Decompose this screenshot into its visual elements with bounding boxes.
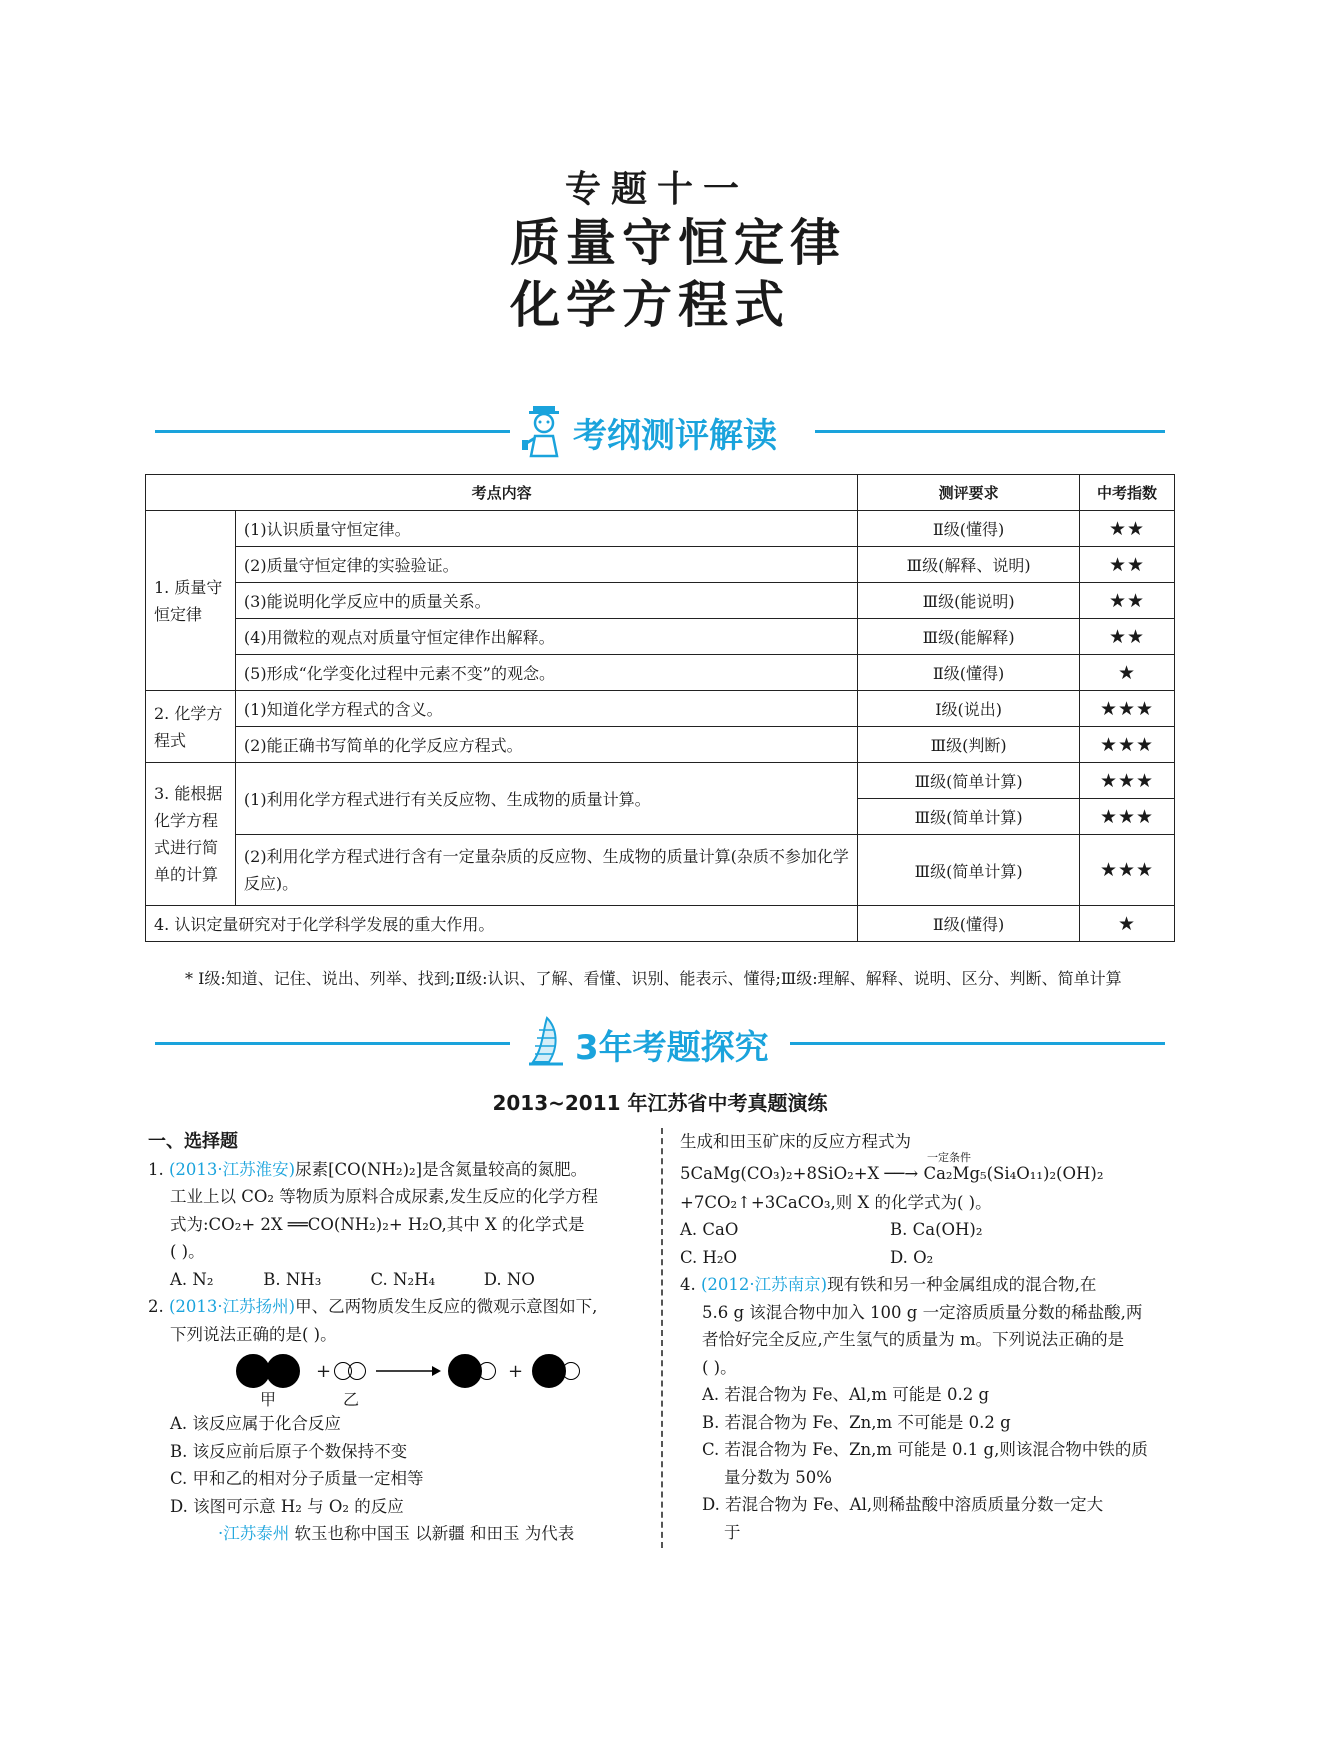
option-b: B. NH₃ <box>263 1269 322 1289</box>
content-cell: (4)用微粒的观点对质量守恒定律作出解释。 <box>235 619 857 655</box>
syllabus-table <box>145 474 1175 942</box>
option-a: A. 若混合物为 Fe、Al,m 可能是 0.2 g <box>702 1385 990 1404</box>
question-text: 者恰好完全反应,产生氢气的质量为 m。下列说法正确的是 <box>702 1330 1125 1349</box>
column-header: 测评要求 <box>858 475 1080 511</box>
section-rule-left <box>155 430 510 433</box>
molecule-diagram <box>148 1348 648 1410</box>
scientist-icon <box>521 404 567 458</box>
table-row <box>146 619 1175 655</box>
answer-options <box>680 1244 1180 1272</box>
section-rule-left <box>155 1042 510 1045</box>
sail-icon <box>527 1016 573 1070</box>
white-atom <box>348 1362 366 1380</box>
requirement-cell: Ⅱ级(懂得) <box>858 511 1080 547</box>
category-cell: 2. 化学方程式 <box>146 691 236 763</box>
content-cell: (2)利用化学方程式进行含有一定量杂质的反应物、生成物的质量计算(杂质不参加化学反应)。 <box>235 835 857 906</box>
star-rating: ★★★ <box>1080 763 1175 799</box>
requirement-cell: Ⅲ级(解释、说明) <box>858 547 1080 583</box>
table-header-row <box>146 475 1175 511</box>
label-yi: 乙 <box>343 1390 360 1409</box>
option-c: C. H₂O <box>680 1247 738 1267</box>
black-atom <box>236 1354 270 1388</box>
table-row <box>146 511 1175 547</box>
white-atom <box>478 1362 496 1380</box>
requirement-cell: Ⅰ级(说出) <box>858 691 1080 727</box>
left-column <box>148 1128 648 1548</box>
column-header: 中考指数 <box>1080 475 1175 511</box>
requirement-cell: Ⅱ级(懂得) <box>858 655 1080 691</box>
black-atom <box>532 1354 566 1388</box>
question-number: 2. <box>148 1297 164 1316</box>
option-c: C. 甲和乙的相对分子质量一定相等 <box>170 1469 424 1488</box>
content-cell: (1)知道化学方程式的含义。 <box>235 691 857 727</box>
plus-sign: + <box>508 1361 524 1382</box>
option-a: A. CaO <box>680 1220 739 1239</box>
equation-line <box>680 1150 1180 1189</box>
chemical-equation: 5CaMg(CO₃)₂+8SiO₂+X ──→ Ca₂Mg₅(Si₄O₁₁)₂(OH)₂ <box>680 1163 1104 1183</box>
table-row <box>146 583 1175 619</box>
star-rating: ★★★ <box>1080 727 1175 763</box>
requirement-cell: Ⅲ级(判断) <box>858 727 1080 763</box>
title-line-1: 质量守恒定律 <box>510 214 846 272</box>
content-cell: 4. 认识定量研究对于化学科学发展的重大作用。 <box>146 906 858 942</box>
question-text: 生成和田玉矿床的反应方程式为 <box>680 1132 911 1151</box>
chapter-title <box>510 168 846 336</box>
option-d-cont: 于 <box>724 1522 741 1542</box>
black-atom <box>448 1354 482 1388</box>
option-c-cont: 量分数为 50% <box>724 1467 832 1487</box>
star-rating: ★★★ <box>1080 835 1175 906</box>
star-rating: ★★ <box>1080 511 1175 547</box>
question-text: 工业上以 CO₂ 等物质为原料合成尿素,发生反应的化学方程 <box>170 1187 599 1206</box>
question-source: (2013·江苏扬州) <box>169 1297 296 1316</box>
label-jia: 甲 <box>260 1390 277 1409</box>
content-cell: (1)认识质量守恒定律。 <box>235 511 857 547</box>
requirement-cell: Ⅲ级(简单计算) <box>858 763 1080 799</box>
option-b: B. 若混合物为 Fe、Zn,m 不可能是 0.2 g <box>702 1412 1011 1432</box>
requirement-cell: Ⅲ级(能说明) <box>858 583 1080 619</box>
category-cell: 1. 质量守恒定律 <box>146 511 236 691</box>
level-footnote: * Ⅰ级:知道、记住、说出、列举、找到;Ⅱ级:认识、了解、看懂、识别、能表示、懂得;Ⅲ级:理解、解释、说明、区分、判断、简单计算 <box>185 969 1122 988</box>
question-source: (2013·江苏淮安) <box>169 1159 296 1179</box>
black-atom <box>266 1354 300 1388</box>
column-header: 考点内容 <box>146 475 858 511</box>
star-rating: ★★★ <box>1080 799 1175 835</box>
option-d: D. O₂ <box>890 1247 934 1267</box>
table-row <box>146 655 1175 691</box>
question-source: (2012·江苏南京) <box>701 1275 828 1294</box>
content-cell: (2)质量守恒定律的实验验证。 <box>235 547 857 583</box>
question-number: 1. <box>148 1159 164 1179</box>
content-cell: (3)能说明化学反应中的质量关系。 <box>235 583 857 619</box>
answer-blank: ( )。 <box>702 1357 737 1377</box>
section-title-exam: 3年考题探究 <box>575 1028 769 1068</box>
plus-sign: + <box>316 1361 332 1382</box>
star-rating: ★★ <box>1080 583 1175 619</box>
exam-subtitle: 2013~2011 年江苏省中考真题演练 <box>492 1091 828 1115</box>
question-source: ·江苏泰州 <box>218 1524 290 1543</box>
arrow-icon <box>376 1364 442 1378</box>
table-row <box>146 547 1175 583</box>
question-3-start <box>148 1520 648 1548</box>
question-text: 尿素[CO(NH₂)₂]是含氮量较高的氮肥。 <box>295 1159 588 1179</box>
section-rule-right <box>790 1042 1165 1045</box>
column-divider <box>661 1128 663 1548</box>
question-text: 5.6 g 该混合物中加入 100 g 一定溶质质量分数的稀盐酸,两 <box>702 1302 1143 1322</box>
answer-options <box>148 1266 648 1294</box>
question-text: 软玉也称中国玉 以新疆 和田玉 为代表 <box>289 1524 575 1543</box>
star-rating: ★★★ <box>1080 691 1175 727</box>
table-row <box>146 691 1175 727</box>
option-d: D. 该图可示意 H₂ 与 O₂ 的反应 <box>170 1496 404 1516</box>
chemical-equation-cont: +7CO₂↑+3CaCO₃,则 X 的化学式为( )。 <box>680 1192 992 1212</box>
option-c: C. N₂H₄ <box>370 1269 436 1289</box>
requirement-cell: Ⅲ级(能解释) <box>858 619 1080 655</box>
table-row <box>146 763 1175 799</box>
question-text: 下列说法正确的是( )。 <box>170 1324 337 1344</box>
section-band-syllabus <box>155 404 1165 458</box>
question-number: 4. <box>680 1275 696 1294</box>
option-c: C. 若混合物为 Fe、Zn,m 可能是 0.1 g,则该混合物中铁的质 <box>702 1440 1148 1459</box>
topic-label: 专题十一 <box>565 169 750 210</box>
section-band-exam <box>155 1016 1165 1070</box>
question-text: 式为:CO₂+ 2X ══CO(NH₂)₂+ H₂O,其中 X 的化学式是 <box>170 1214 585 1234</box>
star-rating: ★ <box>1080 655 1175 691</box>
table-row <box>146 835 1175 906</box>
category-cell: 3. 能根据化学方程式进行简单的计算 <box>146 763 236 906</box>
question-type-heading: 一、选择题 <box>148 1131 238 1152</box>
option-d: D. NO <box>483 1269 535 1289</box>
star-rating: ★★ <box>1080 547 1175 583</box>
option-b: B. Ca(OH)₂ <box>890 1220 983 1239</box>
question-2 <box>148 1293 648 1520</box>
option-a: A. 该反应属于化合反应 <box>170 1414 341 1433</box>
question-text: 现有铁和另一种金属组成的混合物,在 <box>827 1275 1097 1294</box>
option-d: D. 若混合物为 Fe、Al,则稀盐酸中溶质质量分数一定大 <box>702 1495 1104 1514</box>
right-column <box>680 1128 1180 1546</box>
star-rating: ★ <box>1080 906 1175 942</box>
requirement-cell: Ⅲ级(简单计算) <box>858 799 1080 835</box>
title-line-2: 化学方程式 <box>510 276 790 334</box>
section-rule-right <box>815 430 1165 433</box>
reaction-condition: 一定条件 <box>927 1150 971 1164</box>
option-a: A. N₂ <box>170 1269 214 1289</box>
question-text: 甲、乙两物质发生反应的微观示意图如下, <box>295 1297 598 1316</box>
requirement-cell: Ⅱ级(懂得) <box>858 906 1080 942</box>
table-row <box>146 727 1175 763</box>
white-atom <box>562 1362 580 1380</box>
question-4 <box>680 1271 1180 1546</box>
content-cell: (1)利用化学方程式进行有关反应物、生成物的质量计算。 <box>235 763 857 835</box>
option-b: B. 该反应前后原子个数保持不变 <box>170 1441 408 1461</box>
section-title-syllabus: 考纲测评解读 <box>573 416 777 456</box>
requirement-cell: Ⅲ级(简单计算) <box>858 835 1080 906</box>
content-cell: (2)能正确书写简单的化学反应方程式。 <box>235 727 857 763</box>
table-row <box>146 906 1175 942</box>
answer-blank: ( )。 <box>170 1242 205 1261</box>
question-1 <box>148 1156 648 1294</box>
answer-options <box>680 1216 1180 1244</box>
star-rating: ★★ <box>1080 619 1175 655</box>
content-cell: (5)形成“化学变化过程中元素不变”的观念。 <box>235 655 857 691</box>
